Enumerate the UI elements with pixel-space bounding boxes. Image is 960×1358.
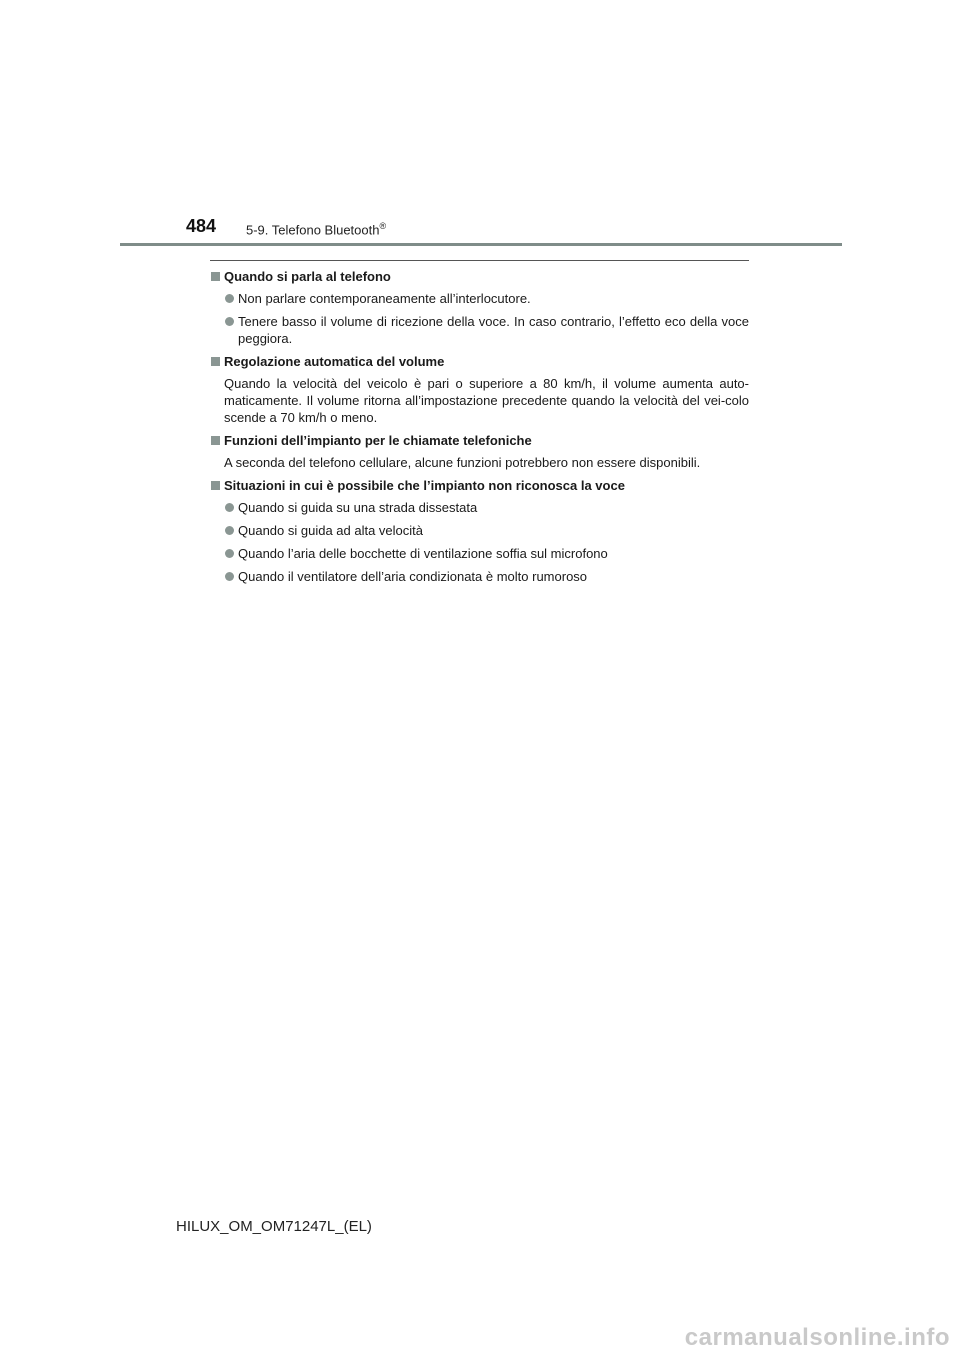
circle-bullet-icon xyxy=(225,317,234,326)
header-rule xyxy=(120,243,842,246)
list-item xyxy=(210,499,749,516)
watermark: carmanualsonline.info xyxy=(684,1324,950,1351)
list-item-text: Quando si guida ad alta velocità xyxy=(238,523,424,538)
page-number: 484 xyxy=(186,216,217,236)
list-item xyxy=(210,522,749,539)
heading-text: Quando si parla al telefono xyxy=(224,269,391,284)
list-item-text: Non parlare contemporaneamente all’interlocutore. xyxy=(238,291,531,306)
square-bullet-icon xyxy=(211,481,220,490)
square-bullet-icon xyxy=(211,436,220,445)
square-bullet-icon xyxy=(211,357,220,366)
content xyxy=(210,268,749,591)
section-situazioni xyxy=(210,477,749,585)
list-item-text: Quando si guida su una strada dissestata xyxy=(238,500,478,515)
content-rule xyxy=(210,260,749,261)
list-item xyxy=(210,313,749,347)
list-item-text: Quando il ventilatore dell’aria condizionata è molto rumoroso xyxy=(238,569,588,584)
section-heading xyxy=(210,477,749,494)
list-item-text: Tenere basso il volume di ricezione della voce. In caso contrario, l’effetto eco della voce peggiora. xyxy=(238,314,749,346)
heading-text: Funzioni dell’impianto per le chiamate telefoniche xyxy=(224,433,532,448)
circle-bullet-icon xyxy=(225,526,234,535)
section-telefono xyxy=(210,268,749,347)
section-funzioni xyxy=(210,432,749,471)
section-heading xyxy=(210,268,749,285)
square-bullet-icon xyxy=(211,272,220,281)
circle-bullet-icon xyxy=(225,549,234,558)
section-title xyxy=(246,221,386,237)
section-volume xyxy=(210,353,749,426)
circle-bullet-icon xyxy=(225,572,234,581)
footer-doc-code: HILUX_OM_OM71247L_(EL) xyxy=(176,1218,372,1235)
paragraph: A seconda del telefono cellulare, alcune funzioni potrebbero non essere disponibili. xyxy=(224,455,701,470)
circle-bullet-icon xyxy=(225,294,234,303)
circle-bullet-icon xyxy=(225,503,234,512)
section-title-text: 5-9. Telefono Bluetooth xyxy=(246,222,380,238)
list-item xyxy=(210,568,749,585)
list-item xyxy=(210,545,749,562)
paragraph: Quando la velocità del veicolo è pari o superiore a 80 km/h, il volume aumenta auto-maticamente. Il volume ritorna all’impostazione precedente quando la velocità del vei-colo scende a 70 km/h o meno. xyxy=(224,376,749,425)
list-item xyxy=(210,290,749,307)
heading-text: Regolazione automatica del volume xyxy=(224,354,445,369)
section-heading xyxy=(210,432,749,449)
section-heading xyxy=(210,353,749,370)
heading-text: Situazioni in cui è possibile che l’impianto non riconosca la voce xyxy=(224,478,625,493)
registered-mark: ® xyxy=(379,221,387,231)
list-item-text: Quando l’aria delle bocchette di ventilazione soffia sul microfono xyxy=(238,546,608,561)
